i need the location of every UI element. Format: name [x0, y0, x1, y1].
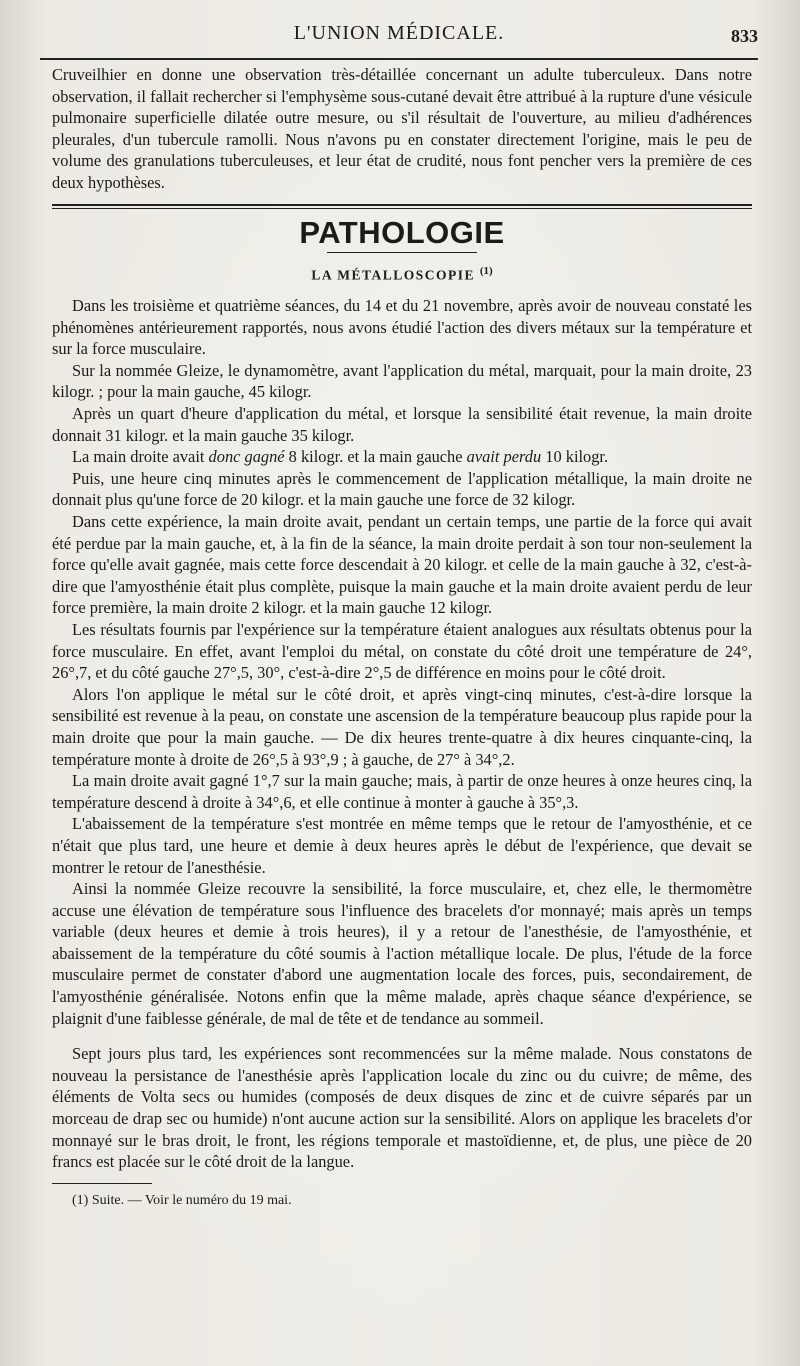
paragraph: Ainsi la nommée Gleize recouvre la sensibilité, la force musculaire, et, chez elle, le thermomètre accuse une élévation de température sous l'influence des bracelets d'or monnayé; mais après un temps variable (deux heures et demie à trois heures), il y a retour de l'anesthésie, de l'amyosthénie, et abaissement de la température du côté soumis à l'action métallique locale. De plus, l'étude de la force musculaire permet de constater d'abord une augmentation locale des forces, puis, secondairement, de l'amyosthénie généralisée. Notons enfin que la même malade, après chaque séance d'expérience, se plaignit d'une faiblesse générale, de mal de tête et de tendance au sommeil.	[52, 879, 752, 1028]
paragraph: Sur la nommée Gleize, le dynamomètre, avant l'application du métal, marquait, pour la main droite, 23 kilogr. ; pour la main gauche, 45 kilogr.	[52, 360, 752, 402]
page-header	[40, 18, 758, 54]
section-title: PATHOLOGIE	[299, 214, 505, 250]
paragraph: Dans cette expérience, la main droite avait, pendant un certain temps, une partie de la force qui avait été perdue par la main gauche, et, à la fin de la séance, la main droite perdait à son tour non-seulement la force qu'elle avait gagnée, mais cette force descendait à 20 kilogr. et celle de la main gauche à 32, c'est-à-dire que l'amyosthénie était plus complète, puisque la main gauche et la main droite avaient perdu de leur force première, la main droite 2 kilogr. et la main gauche 12 kilogr.	[52, 512, 752, 618]
paragraph: Alors l'on applique le métal sur le côté droit, et après vingt-cinq minutes, c'est-à-dire lorsque la sensibilité est revenue à la peau, on constate une ascension de la température beaucoup plus rapide pour la main droite que pour la main gauche. — De dix heures trente-quatre à dix heures cinquante-cinq, la température monte à droite de 26°,5 à 93°,9 ; à gauche, de 27° à 34°,2.	[52, 684, 752, 769]
paragraph-gap	[52, 1029, 752, 1043]
journal-title: L'UNION MÉDICALE.	[293, 22, 505, 44]
paragraph	[52, 446, 752, 468]
section-title-underline	[327, 252, 477, 253]
intro-paragraph: Cruveilhier en donne une observation très-détaillée concernant un adulte tuberculeux. Dans notre observation, il fallait rechercher si l'emphysème sous-cutané devait être attribué à la rupture d'une vésicule pulmonaire superficielle dilatée outre mesure, ou s'il résultait de l'ouverture, au milieu d'adhérences pleurales, d'un tubercule ramolli. Nous n'avons pu en constater directement l'origine, mais le peu de volume des granulations tuberculeuses, et leur état de crudité, nous font pencher vers la première de ces deux hypothèses.	[52, 65, 752, 192]
paragraph-text: La main droite avait	[72, 447, 209, 467]
divider-thin	[52, 208, 752, 209]
paragraph-text: 10 kilogr.	[541, 447, 609, 467]
emphasis-text: donc gagné	[208, 447, 285, 467]
header-rule	[40, 58, 758, 60]
paragraph: L'abaissement de la température s'est montrée en même temps que le retour de l'amyosthénie, et ce n'était que plus tard, une heure et demie à deux heures après le début de l'expérience, que devait se montrer le retour de l'anesthésie.	[52, 814, 752, 877]
footnote: (1) Suite. — Voir le numéro du 19 mai.	[72, 1192, 292, 1208]
emphasis-text: avait perdu	[466, 447, 542, 467]
footnote-marker: (1)	[479, 264, 493, 277]
page-body	[52, 64, 752, 1210]
article-title-text: LA MÉTALLOSCOPIE	[311, 267, 475, 283]
paragraph: Les résultats fournis par l'expérience sur la température étaient analogues aux résultats obtenus pour la force musculaire. En effet, avant l'emploi du métal, on constate du côté droit une température de 24°, 26°,7, et du côté gauche 27°,5, 30°, c'est-à-dire 2°,5 de différence en moins pour le côté droit.	[52, 619, 752, 683]
footnote-rule	[52, 1183, 152, 1184]
paragraph: Dans les troisième et quatrième séances, du 14 et du 21 novembre, après avoir de nouveau constaté les phénomènes antérieurement rapportés, nous avons étudié l'action des divers métaux sur la température et sur la force musculaire.	[52, 296, 752, 359]
paragraph: Après un quart d'heure d'application du métal, et lorsque la sensibilité était revenue, la main droite donnait 31 kilogr. et la main gauche 35 kilogr.	[52, 404, 752, 445]
paragraph: Sept jours plus tard, les expériences sont recommencées sur la même malade. Nous constatons de nouveau la persistance de l'anesthésie après l'application locale du zinc ou du cuivre; de même, des éléments de Volta secs ou humides (composés de deux disques de zinc et de cuivre séparés par un morceau de drap sec ou humide) n'ont aucune action sur la sensibilité. Alors on applique les bracelets d'or monnayé sur le bras droit, le front, les régions temporale et mastoïdienne, et, de plus, une pièce de 20 francs est placée sur le côté droit de la langue.	[52, 1044, 752, 1172]
paragraph: Puis, une heure cinq minutes après le commencement de l'application métallique, la main droite ne donnait plus qu'une force de 20 kilogr. et la main gauche une force de 32 kilogr.	[52, 468, 752, 510]
article-title	[52, 265, 752, 284]
divider-thick	[52, 204, 752, 206]
paragraph-text: 8 kilogr. et la main gauche	[284, 447, 467, 467]
section-divider	[52, 204, 752, 212]
paragraph: La main droite avait gagné 1°,7 sur la main gauche; mais, à partir de onze heures à onze heures cinq, la température descend à droite à 34°,6, et elle continue à monter à gauche à 35°,3.	[52, 771, 752, 812]
page-number: 833	[731, 26, 758, 46]
